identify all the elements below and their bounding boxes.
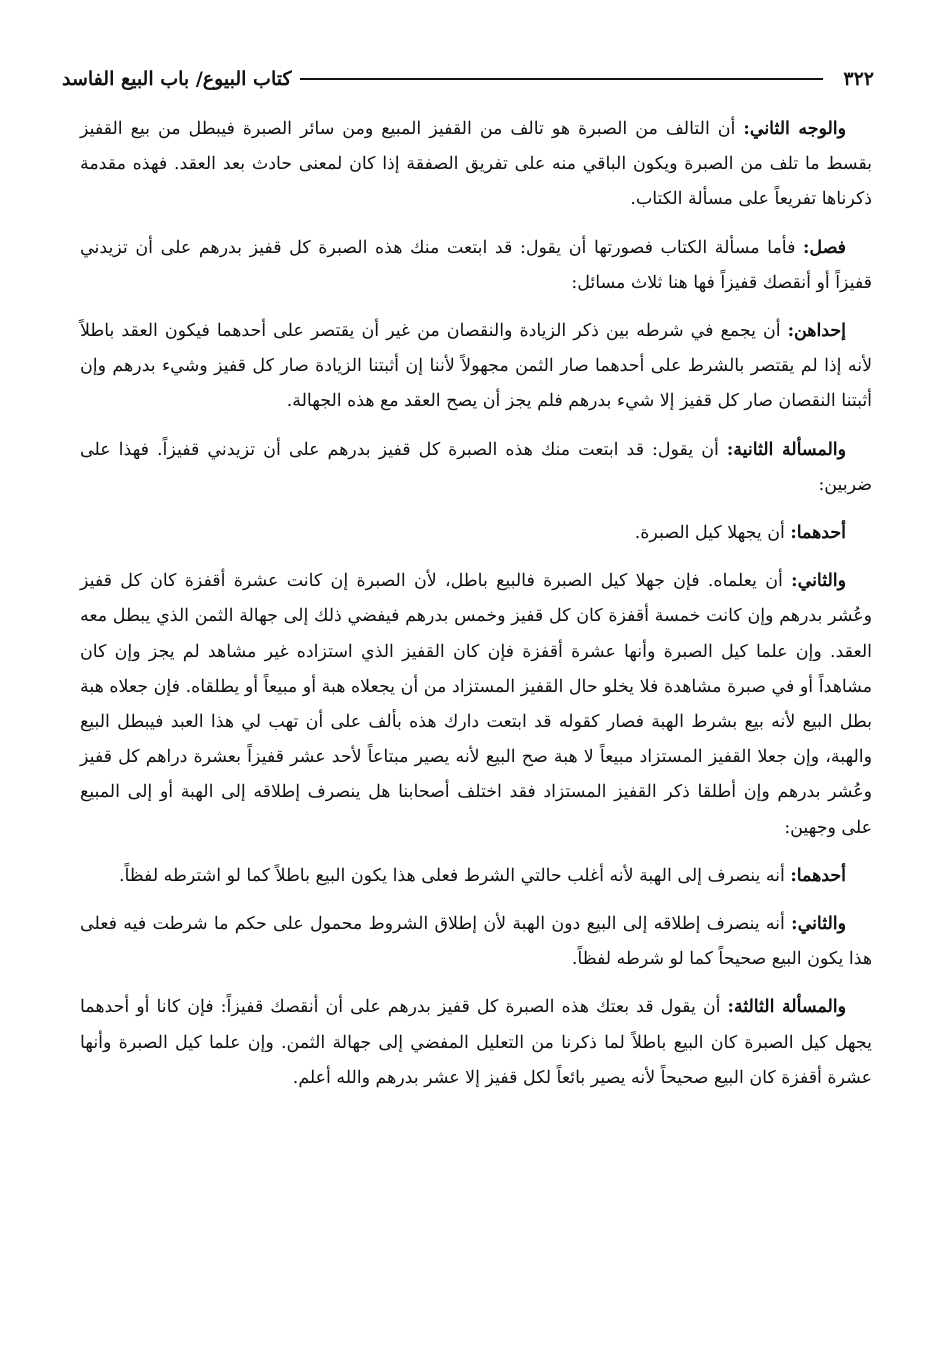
running-title: كتاب البيوع/ باب البيع الفاسد (62, 68, 292, 90)
paragraph (80, 516, 872, 551)
paragraph-text: أن يجهلا كيل الصبرة. (634, 523, 791, 544)
paragraph (80, 314, 872, 420)
paragraph-text: أن التالف من الصبرة هو تالف من القفيز المبيع ومن سائر الصبرة فيبطل من بيع القفيز بقسط ما تلف من الصبرة ويكون الباقي منه على تفريق الصفقة إذا كان لمعنى حادث بعد العقد. فهذه مقدمة ذكرناها تفريعاً على مسألة الكتاب. (80, 119, 872, 210)
paragraph-lead: أحدهما: (790, 523, 846, 544)
paragraph-lead: والمسألة الثانية: (726, 439, 846, 460)
paragraph (80, 990, 872, 1096)
paragraph-lead: والمسألة الثالثة: (727, 997, 846, 1018)
paragraph (80, 907, 872, 977)
paragraph-lead: والوجه الثاني: (743, 119, 846, 139)
paragraph-lead: والثاني: (791, 914, 846, 935)
paragraph (80, 231, 872, 301)
paragraph-lead: فصل: (803, 237, 846, 258)
paragraph-text: فأما مسألة الكتاب فصورتها أن يقول: قد ابتعت منك هذه الصبرة كل قفيز بدرهم على أن تزيدني قفيزاً أو أنقصك قفيزاً فها هنا ثلاث مسائل: (80, 237, 872, 293)
paragraph (80, 433, 872, 503)
page-number: ٣٢٢ (843, 68, 874, 90)
page-header (62, 62, 874, 96)
paragraph-text: أن يجمع في شرطه بين ذكر الزيادة والنقصان من غير أن يقتصر على أحدهما فيكون العقد باطلاً لأنه إذا لم يقتصر بالشرط على أحدهما صار الثمن مجهولاً لأننا إن أثبتنا الزيادة صار كل قفيز وشيء بدرهم وإن أثبتنا النقصان صار كل قفيز إلا شيء بدرهم فلم يجز أن يصح العقد مع هذه الجهالة. (80, 321, 872, 412)
paragraph-lead: والثاني: (791, 571, 846, 592)
paragraph (80, 112, 872, 218)
paragraph-lead: أحدهما: (790, 865, 846, 886)
paragraph (80, 564, 872, 846)
header-rule (300, 78, 824, 80)
paragraph-text: أن يقول: قد ابتعت منك هذه الصبرة كل قفيز بدرهم على أن تزيدني قفيزاً. فهذا على ضربين: (80, 439, 872, 495)
paragraph-text: أنه ينصرف إلى الهبة لأنه أغلب حالتي الشرط فعلى هذا يكون البيع باطلاً كما لو اشترطه لفظاً. (118, 865, 791, 886)
paragraph-text: أن يقول قد بعتك هذه الصبرة كل قفيز بدرهم على أن أنقصك قفيزاً: فإن كانا أو أحدهما يجهل كيل الصبرة كان البيع باطلاً لما ذكرنا من التعليل المفضي إلى جهالة الثمن. وإن علما كيل الصبرة وأنها عشرة أقفزة كان البيع صحيحاً لأنه يصير بائعاً لكل قفيز إلا عشر بدرهم والله أعلم. (80, 997, 872, 1088)
paragraph-text: أن يعلماه. فإن جهلا كيل الصبرة فالبيع باطل، لأن الصبرة إن كانت عشرة أقفزة كان كل قفيز وعُشر بدرهم وإن كانت خمسة أقفزة كان كل قفيز وخمس بدرهم فيفضي ذلك إلى جهالة الثمن الذي يبطل معه العقد. وإن علما كيل الصبرة وأنها عشرة أقفزة فإن كان القفيز الذي استزاده غير مشاهد لم يجز وإن كان مشاهداً أو في صبرة مشاهدة فلا يخلو حال القفيز المستزاد من أن يجعلاه هبة أو مبيعاً أو يطلقاه. فإن جعلاه هبة بطل البيع لأنه بيع بشرط الهبة فصار كقوله قد ابتعت دارك هذه بألف على أن تهب لي هذا العبد فيبطل البيع والهبة، وإن جعلا القفيز المستزاد مبيعاً لا هبة صح البيع لأنه يصير مبتاعاً لأحد عشر قفيزاً بعشرة دراهم كل قفيز وعُشر بدرهم وإن أطلقا ذكر القفيز المستزاد فقد اختلف أصحابنا هل ينصرف إطلاقه إلى الهبة أو إلى المبيع على وجهين: (80, 571, 872, 838)
paragraph (80, 859, 872, 894)
paragraph-text: أنه ينصرف إطلاقه إلى البيع دون الهبة لأن إطلاق الشروط محمول على حكم ما شرطت فيه فعلى هذا يكون البيع صحيحاً كما لو شرطه لفظاً. (80, 914, 872, 970)
page-body (80, 112, 872, 1109)
paragraph-lead: إحداهن: (787, 321, 846, 342)
